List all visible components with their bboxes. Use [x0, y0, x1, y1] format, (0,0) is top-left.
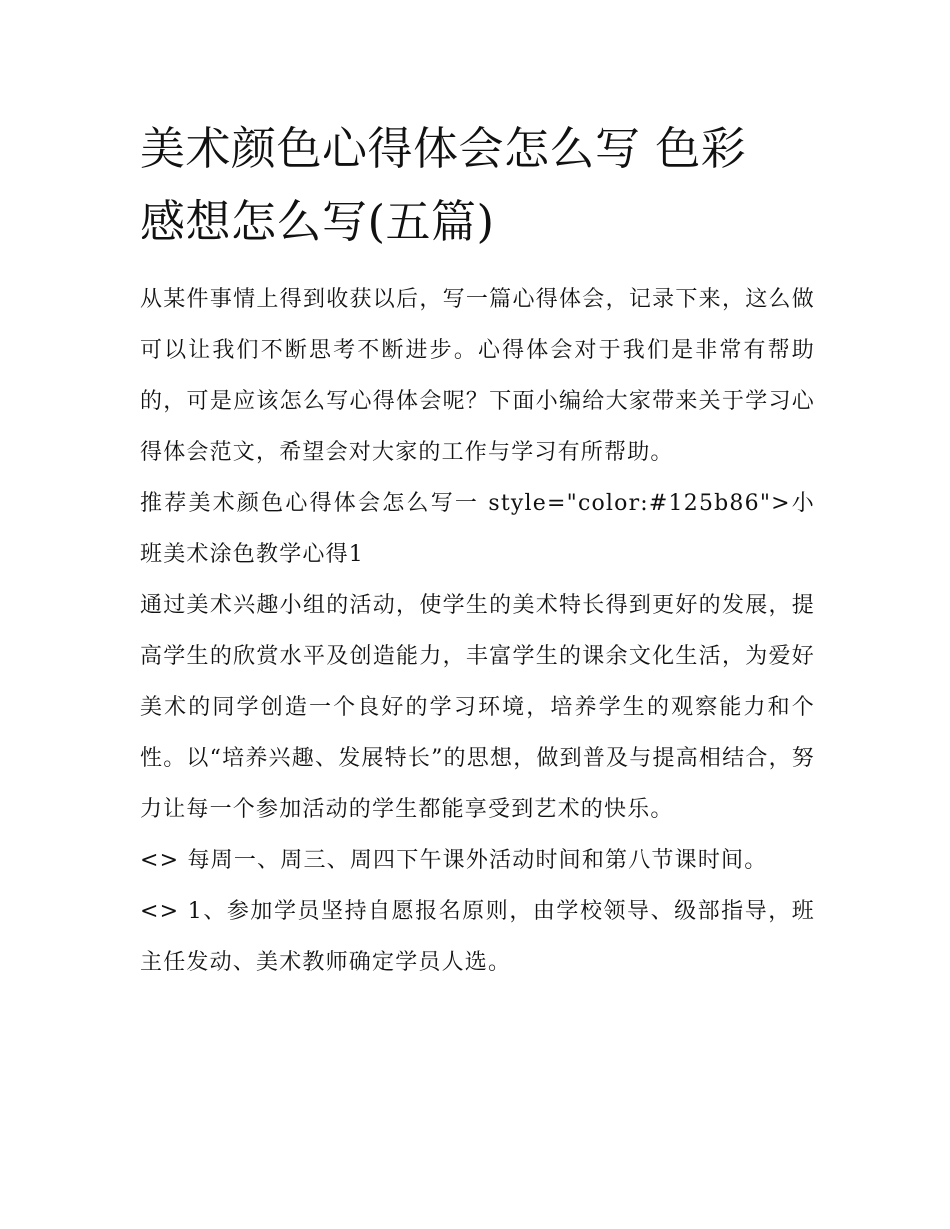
paragraph-intro: 从某件事情上得到收获以后，写一篇心得体会，记录下来，这么做可以让我们不断思考不断进步。心得体会对于我们是非常有帮助的，可是应该怎么写心得体会呢？下面小编给大家带来关于学习心得体会范文，希望会对大家的工作与学习有所帮助。 — [140, 287, 815, 465]
paragraph-schedule: <> 每周一、周三、周四下午课外活动时间和第八节课时间。 — [140, 848, 768, 873]
title-line-1: 美术颜色心得体会怎么写 色彩 — [140, 122, 747, 175]
document-title — [140, 112, 815, 258]
paragraph-members: <> 1、参加学员坚持自愿报名原则，由学校领导、级部指导，班主任发动、美术教师确定学员人选。 — [140, 899, 815, 975]
document-content — [140, 112, 815, 988]
paragraph-purpose: 通过美术兴趣小组的活动，使学生的美术特长得到更好的发展，提高学生的欣赏水平及创造能力，丰富学生的课余文化生活，为爱好美术的同学创造一个良好的学习环境，培养学生的观察能力和个性。以“培养兴趣、发展特长”的思想，做到普及与提高相结合，努力让每一个参加活动的学生都能享受到艺术的快乐。 — [140, 593, 815, 822]
title-line-2: 感想怎么写(五篇) — [140, 195, 495, 248]
paragraph-recommend-heading: 推荐美术颜色心得体会怎么写一 style="color:#125b86">小班美术涂色教学心得1 — [140, 491, 815, 567]
